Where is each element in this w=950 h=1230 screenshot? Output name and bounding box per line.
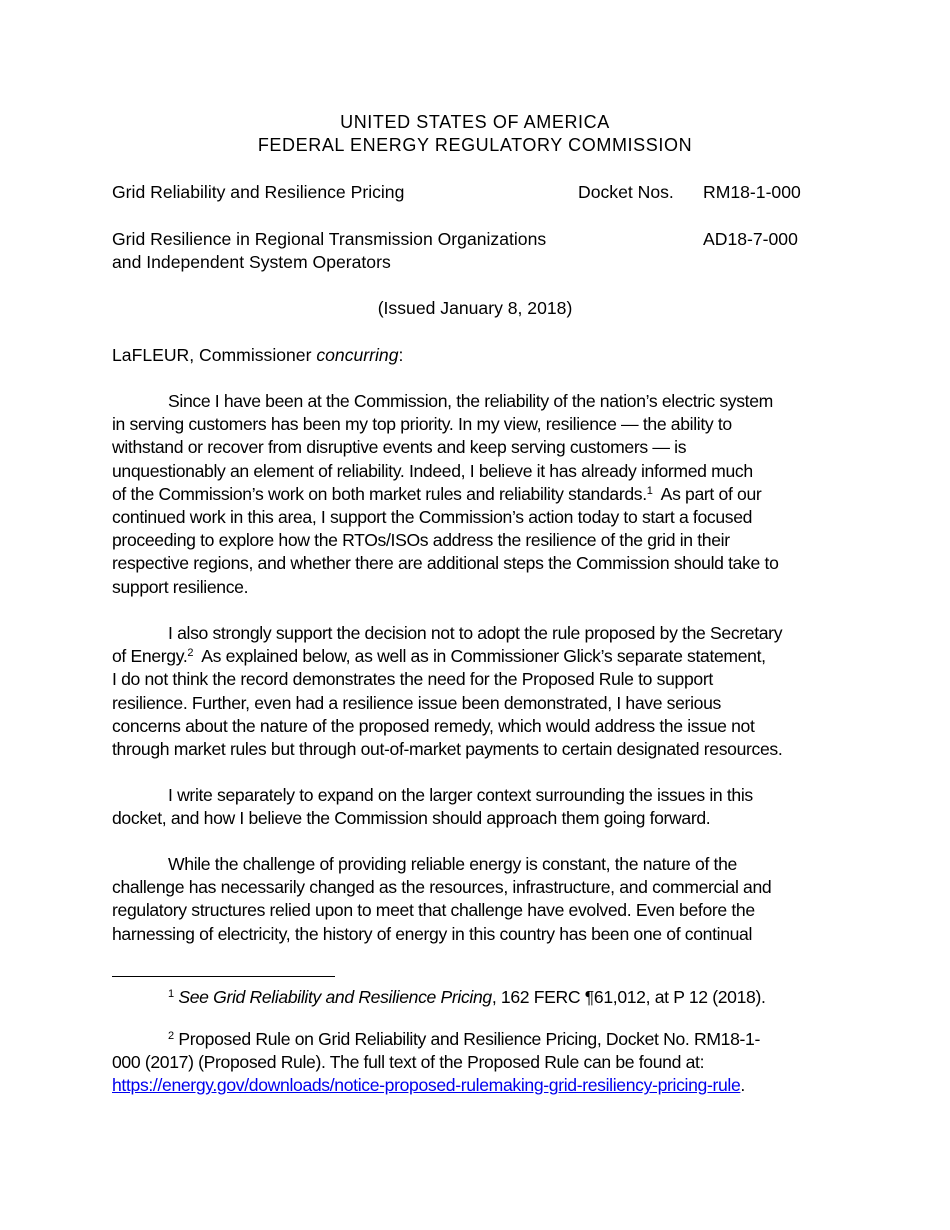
footnote-2 xyxy=(112,1028,838,1098)
text-segment: . xyxy=(740,1075,745,1096)
text-line: concerns about the nature of the proposed remedy, which would address the issue not xyxy=(112,715,755,736)
paragraph-3 xyxy=(112,784,838,830)
paragraph-1 xyxy=(112,390,838,599)
text-line: I do not think the record demonstrates the need for the Proposed Rule to support xyxy=(112,669,713,690)
issued-date: (Issued January 8, 2018) xyxy=(377,298,573,318)
footnote-separator xyxy=(112,976,335,977)
case-title-2-line1: Grid Resilience in Regional Transmission Organizations xyxy=(112,229,547,249)
header-agency: FEDERAL ENERGY REGULATORY COMMISSION xyxy=(257,135,693,155)
footnote-1-number: 1 xyxy=(168,988,174,1000)
text-segment: As part of our xyxy=(652,483,762,504)
docket-number-2: AD18-7-000 xyxy=(703,229,798,249)
text-line xyxy=(112,645,838,668)
text-line: unquestionably an element of reliability. Indeed, I believe it has already informed much xyxy=(112,460,753,481)
text-line xyxy=(112,986,838,1009)
case-title-2-line2: and Independent System Operators xyxy=(112,252,391,272)
text-segment: of the Commission’s work on both market rules and reliability standards. xyxy=(112,483,647,504)
author-line xyxy=(112,344,403,367)
footnote-1-text: , 162 FERC ¶61,012, at P 12 (2018). xyxy=(491,987,766,1007)
text-line: 000 (2017) (Proposed Rule). The full text of the Proposed Rule can be found at: xyxy=(112,1052,705,1073)
author-colon: : xyxy=(398,345,404,365)
text-line xyxy=(112,1074,838,1097)
footnote-ref-1[interactable]: 1 xyxy=(646,484,653,497)
docket-label: Docket Nos. xyxy=(578,182,674,202)
text-line: I also strongly support the decision not to adopt the rule proposed by the Secretary xyxy=(168,623,783,643)
text-line: docket, and how I believe the Commission should approach them going forward. xyxy=(112,808,711,829)
text-line: respective regions, and whether there are additional steps the Commission should take to xyxy=(112,553,779,574)
text-line: resilience. Further, even had a resilience issue been demonstrated, I have serious xyxy=(112,692,721,713)
paragraph-4 xyxy=(112,853,838,946)
text-line xyxy=(112,483,838,506)
text-line: through market rules but through out-of-market payments to certain designated resources. xyxy=(112,739,783,760)
text-line: While the challenge of providing reliable energy is constant, the nature of the xyxy=(168,854,737,874)
text-line: harnessing of electricity, the history of energy in this country has been one of continual xyxy=(112,923,753,944)
header-country: UNITED STATES OF AMERICA xyxy=(340,112,610,132)
paragraph-2 xyxy=(112,622,838,761)
text-segment: Proposed Rule on Grid Reliability and Resilience Pricing, Docket No. RM18-1- xyxy=(178,1029,760,1049)
footnote-ref-2[interactable]: 2 xyxy=(187,647,194,660)
text-line: withstand or recover from disruptive events and keep serving customers — is xyxy=(112,437,687,458)
footnote-1-citation: See Grid Reliability and Resilience Pricing xyxy=(178,987,492,1007)
footnote-2-number: 2 xyxy=(168,1030,174,1042)
text-line: continued work in this area, I support the Commission’s action today to start a focused xyxy=(112,507,753,528)
case-title-1: Grid Reliability and Resilience Pricing xyxy=(112,182,405,202)
text-line: proceeding to explore how the RTOs/ISOs address the resilience of the grid in their xyxy=(112,530,730,551)
text-line xyxy=(112,1028,838,1051)
text-segment: As explained below, as well as in Commissioner Glick’s separate statement, xyxy=(193,646,766,667)
text-line: Since I have been at the Commission, the reliability of the nation’s electric system xyxy=(168,391,773,411)
proposed-rule-link[interactable]: https://energy.gov/downloads/notice-proposed-rulemaking-grid-resiliency-pricing-rule xyxy=(112,1075,741,1096)
text-line: I write separately to expand on the larger context surrounding the issues in this xyxy=(168,785,753,805)
author-name: LaFLEUR, Commissioner xyxy=(112,345,317,365)
docket-number-1: RM18-1-000 xyxy=(703,182,801,202)
author-role: concurring xyxy=(316,345,399,365)
footnote-1 xyxy=(112,986,838,1009)
text-line: in serving customers has been my top priority. In my view, resilience — the ability to xyxy=(112,414,732,435)
text-line: regulatory structures relied upon to meet that challenge have evolved. Even before the xyxy=(112,900,755,921)
text-segment: of Energy. xyxy=(112,646,188,667)
text-line: support resilience. xyxy=(112,576,249,597)
text-line: challenge has necessarily changed as the resources, infrastructure, and commercial and xyxy=(112,877,772,898)
